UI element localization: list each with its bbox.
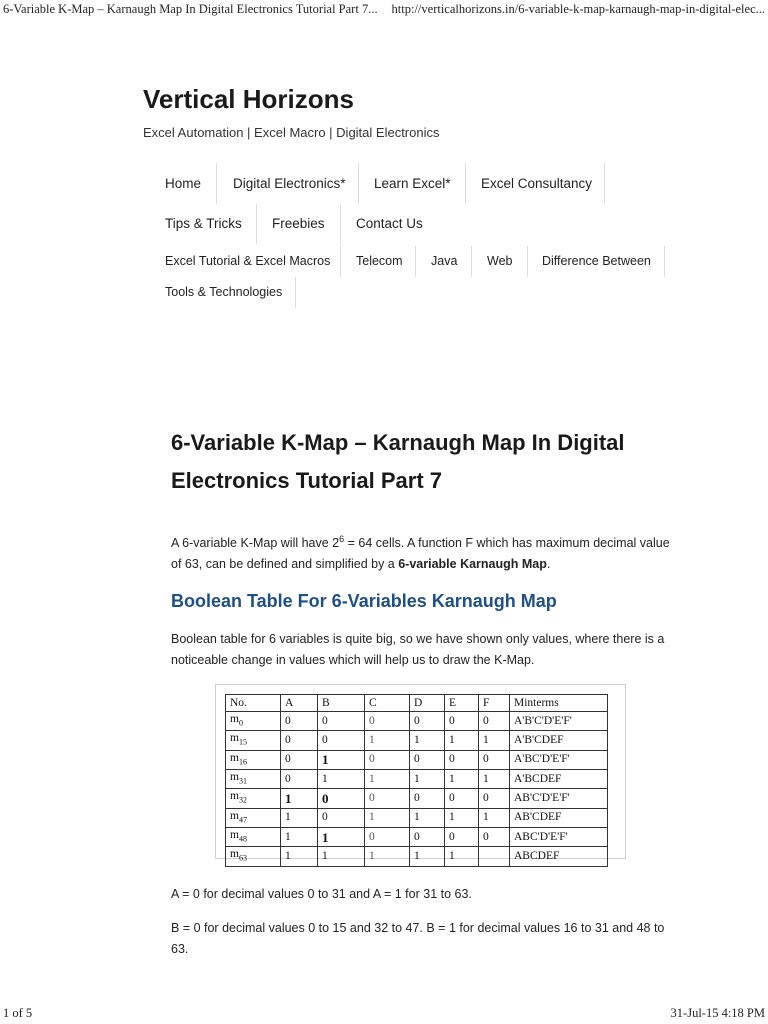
nav-item-learn-excel[interactable]: Learn Excel* — [374, 176, 451, 191]
minterm-number-cell: $m_{32}$ — [226, 789, 281, 808]
table-cell: 0 — [445, 750, 479, 769]
table-cell: 0 — [479, 789, 510, 808]
table-header-cell: C — [365, 695, 410, 712]
table-header-row — [226, 695, 608, 712]
table-cell: 1 — [410, 808, 445, 827]
nav-item-excel-consultancy[interactable]: Excel Consultancy — [481, 176, 593, 191]
nav-divider — [471, 246, 472, 277]
nav-item-home[interactable]: Home — [165, 176, 202, 191]
table-cell: 0 — [445, 712, 479, 731]
table-cell: 1 — [318, 847, 365, 866]
table-row — [226, 789, 608, 808]
table-cell: 0 — [365, 789, 410, 808]
table-cell: 0 — [318, 789, 365, 808]
table-cell: 1 — [281, 789, 318, 808]
site-title[interactable]: Vertical Horizons — [143, 84, 354, 114]
table-cell: 1 — [365, 731, 410, 750]
table-cell: 1 — [410, 731, 445, 750]
nav-divider — [415, 246, 416, 277]
minterm-cell: A'BC'D'E'F' — [510, 750, 608, 769]
table-cell: 0 — [479, 712, 510, 731]
table-cell: 0 — [479, 750, 510, 769]
boolean-table-image — [215, 684, 626, 863]
exponent: 6 — [339, 534, 345, 544]
minterm-cell: ABC'D'E'F' — [510, 827, 608, 846]
intro-paragraph: A 6-variable K-Map will have $2^6 = 64$ cells. A function F which has maximum decimal value of 63, can be defined and simplified by a 6-variable Karnaugh Map. — [171, 534, 670, 571]
nav-divider — [340, 204, 341, 244]
table-intro-paragraph: Boolean table for 6 variables is quite big, so we have shown only values, where there is a noticeable change in values which will help us to draw the K-Map. — [171, 632, 665, 667]
table-header-cell: F — [479, 695, 510, 712]
nav-item-java[interactable]: Java — [431, 254, 458, 268]
table-row — [226, 808, 608, 827]
minterm-number-cell: $m_{63}$ — [226, 847, 281, 866]
nav-divider — [340, 246, 341, 277]
table-cell: 1 — [445, 847, 479, 866]
table-cell: 1 — [479, 808, 510, 827]
nav-divider — [358, 163, 359, 204]
nav-item-excel-tutorial[interactable]: Excel Tutorial & Excel Macros — [165, 254, 331, 268]
table-cell: 0 — [318, 731, 365, 750]
site-description: Excel Automation | Excel Macro | Digital Electronics — [143, 125, 440, 140]
table-cell: 0 — [318, 808, 365, 827]
table-cell: 0 — [365, 750, 410, 769]
minterm-cell: A'B'C'D'E'F' — [510, 712, 608, 731]
table-cell: 1 — [445, 770, 479, 789]
table-cell — [479, 847, 510, 866]
minterm-number-cell: $m_{15}$ — [226, 731, 281, 750]
nav-item-difference-between[interactable]: Difference Between — [542, 254, 651, 268]
table-cell: 0 — [281, 770, 318, 789]
table-cell: 0 — [281, 731, 318, 750]
nav-item-tips-tricks[interactable]: Tips & Tricks — [165, 216, 242, 231]
table-row — [226, 847, 608, 866]
nav-divider — [604, 163, 605, 204]
table-row — [226, 770, 608, 789]
table-cell: 1 — [281, 847, 318, 866]
table-cell: 0 — [410, 712, 445, 731]
print-header-title: 6-Variable K-Map – Karnaugh Map In Digital Electronics Tutorial Part 7... — [3, 2, 378, 16]
nav-divider — [256, 204, 257, 244]
page-number: 1 of 5 — [3, 1006, 33, 1020]
table-cell: 0 — [410, 750, 445, 769]
table-cell: 0 — [410, 789, 445, 808]
table-cell: 1 — [479, 770, 510, 789]
table-cell: 1 — [318, 827, 365, 846]
nav-item-telecom[interactable]: Telecom — [356, 254, 403, 268]
nav-item-web[interactable]: Web — [487, 254, 513, 268]
nav-item-contact-us[interactable]: Contact Us — [356, 216, 423, 231]
table-header-cell: No. — [226, 695, 281, 712]
minterm-number-cell: $m_{48}$ — [226, 827, 281, 846]
table-cell: 1 — [445, 808, 479, 827]
table-cell: 0 — [365, 827, 410, 846]
section-heading: Boolean Table For 6-Variables Karnaugh Map — [171, 591, 557, 611]
table-header-cell: B — [318, 695, 365, 712]
table-cell: 0 — [410, 827, 445, 846]
minterm-cell: AB'C'D'E'F' — [510, 789, 608, 808]
print-header — [0, 0, 768, 20]
table-cell: 1 — [318, 750, 365, 769]
table-cell: 0 — [445, 789, 479, 808]
minterm-cell: A'B'CDEF — [510, 731, 608, 750]
minterm-number-cell: $m_{31}$ — [226, 770, 281, 789]
intro-bold-term: 6-variable Karnaugh Map — [398, 557, 547, 571]
table-cell: 1 — [365, 808, 410, 827]
table-header-cell: E — [445, 695, 479, 712]
boolean-table — [225, 694, 608, 867]
table-cell: 1 — [479, 731, 510, 750]
table-row — [226, 731, 608, 750]
table-row — [226, 827, 608, 846]
table-header-cell: A — [281, 695, 318, 712]
table-cell: 1 — [318, 770, 365, 789]
minterm-number-cell: $m_{47}$ — [226, 808, 281, 827]
nav-divider — [664, 246, 665, 277]
table-cell: 0 — [281, 750, 318, 769]
article-title: 6-Variable K-Map – Karnaugh Map In Digital Electronics Tutorial Part 7 — [171, 430, 625, 493]
table-cell: 1 — [365, 847, 410, 866]
paragraph-a-values: A = 0 for decimal values 0 to 31 and A = 1 for 31 to 63. — [171, 887, 472, 901]
table-header-cell: Minterms — [510, 695, 608, 712]
minterm-number-cell: $m_0$ — [226, 712, 281, 731]
table-cell: 1 — [410, 847, 445, 866]
nav-divider — [216, 163, 217, 204]
nav-item-freebies[interactable]: Freebies — [272, 216, 325, 231]
nav-item-tools-technologies[interactable]: Tools & Technologies — [165, 285, 283, 299]
nav-item-digital-electronics[interactable]: Digital Electronics* — [233, 176, 346, 191]
table-cell: 1 — [410, 770, 445, 789]
print-header-url[interactable]: http://verticalhorizons.in/6-variable-k-map-karnaugh-map-in-digital-elec... — [391, 2, 765, 16]
minterm-number-cell: $m_{16}$ — [226, 750, 281, 769]
nav-divider — [295, 277, 296, 308]
minterm-cell: ABCDEF — [510, 847, 608, 866]
table-cell: 1 — [281, 808, 318, 827]
table-cell: 0 — [445, 827, 479, 846]
minterm-cell: AB'CDEF — [510, 808, 608, 827]
table-header-cell: D — [410, 695, 445, 712]
table-cell: 1 — [445, 731, 479, 750]
table-cell: 0 — [281, 712, 318, 731]
table-cell: 0 — [365, 712, 410, 731]
table-cell: 0 — [318, 712, 365, 731]
table-row — [226, 750, 608, 769]
paragraph-b-values: B = 0 for decimal values 0 to 15 and 32 to 47. B = 1 for decimal values 16 to 31 and 48 to 63. — [171, 921, 665, 956]
print-date: 31-Jul-15 4:18 PM — [670, 1006, 765, 1020]
nav-divider — [465, 163, 466, 204]
nav-divider — [527, 246, 528, 277]
table-cell: 1 — [365, 770, 410, 789]
table-cell: 0 — [479, 827, 510, 846]
table-row — [226, 712, 608, 731]
minterm-cell: A'BCDEF — [510, 770, 608, 789]
print-footer — [0, 1004, 768, 1024]
table-cell: 1 — [281, 827, 318, 846]
